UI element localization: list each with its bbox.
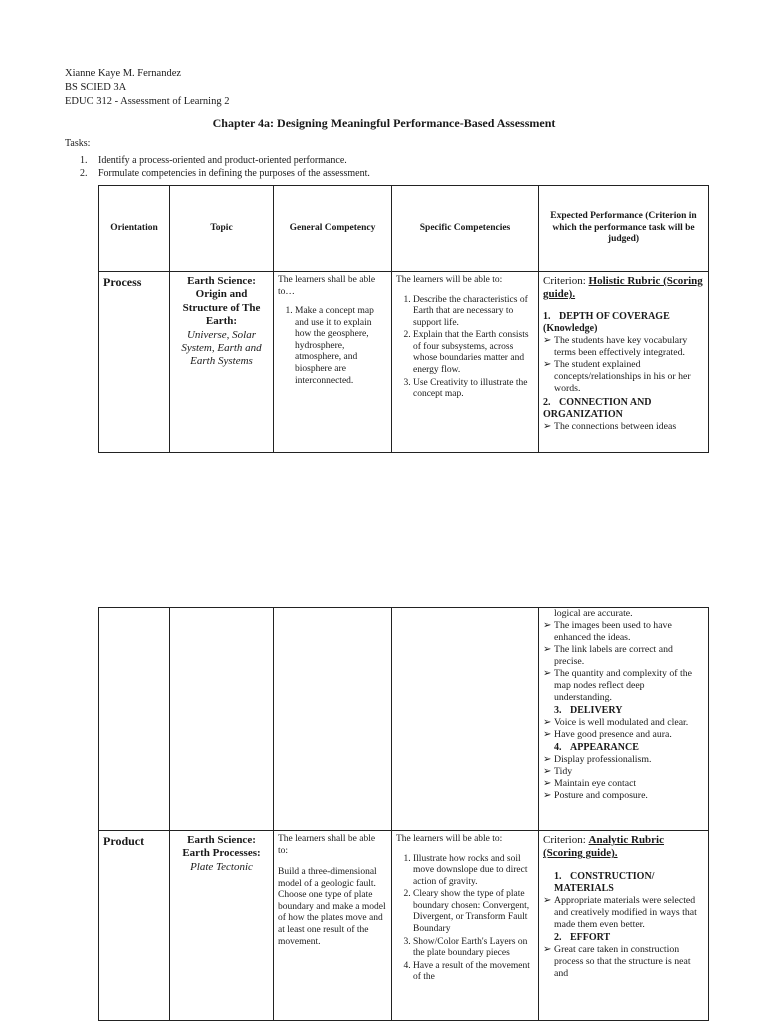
criterion-name: Holistic Rubric (Scoring guide). [543, 275, 703, 301]
page-title: Chapter 4a: Designing Meaningful Performance-Based Assessment [212, 116, 556, 130]
list-item: 1. Make a concept map and use it to explain how the geosphere, hydrosphere, atmosphere, and biosphere are interconnected. [295, 306, 387, 387]
specific-competencies-process [392, 272, 539, 453]
rubric-bullet: ➢ Posture and composure. [543, 789, 648, 801]
arrow-bullet-icon: ➢ [543, 335, 552, 347]
rubric-heading: 2. CONNECTION AND ORGANIZATION [543, 396, 652, 421]
rubric-heading: 1. DEPTH OF COVERAGE (Knowledge) [543, 310, 670, 334]
rubric-bullet: ➢ Voice is well modulated and clear. [543, 716, 689, 728]
subject-line: EDUC 312 - Assessment of Learning 2 [65, 96, 230, 107]
rubric-bullet: ➢ Maintain eye contact [543, 777, 637, 789]
assessment-table-part-1 [98, 185, 709, 453]
arrow-bullet-icon: ➢ [543, 895, 552, 907]
task-item: 1. Identify a process-oriented and product-oriented performance. [80, 155, 347, 166]
orientation-process: Process [99, 272, 170, 453]
arrow-bullet-icon: ➢ [543, 716, 552, 728]
arrow-bullet-icon: ➢ [543, 619, 552, 631]
general-text: Build a three-dimensional model of a geologic fault. Choose one type of plate boundary and make a model of how the plates move and at least one result of the movement. [278, 867, 386, 947]
assessment-table-part-2 [98, 607, 709, 1021]
rubric-bullet: ➢ The link labels are correct and precise. [543, 643, 673, 667]
specific-intro: The learners will be able to: [396, 834, 503, 844]
student-name: Xianne Kaye M. Fernandez [65, 68, 182, 79]
expected-performance-product [539, 831, 709, 1021]
rubric-bullet: ➢ The images been used to have enhanced the ideas. [543, 619, 672, 643]
arrow-bullet-icon: ➢ [543, 944, 552, 956]
orientation-product: Product [99, 831, 170, 1021]
rubric-heading: 2. EFFORT [554, 932, 611, 943]
tasks-list [80, 155, 370, 180]
specific-items [396, 854, 534, 984]
list-item: 3. Show/Color Earth's Layers on the plate boundary pieces [413, 937, 534, 960]
rubric-bullet: ➢ The student explained concepts/relationships in his or her words. [543, 359, 691, 394]
rubric-heading: 4. APPEARANCE [554, 741, 639, 753]
topic-process [170, 272, 274, 453]
rubric-bullet: ➢ The students have key vocabulary terms been effectively integrated. [543, 335, 688, 359]
general-competency-product [274, 831, 392, 1021]
list-item: 2. Cleary show the type of plate boundary chosen: Convergent, Divergent, or Transform Fault Boundary [413, 889, 534, 935]
criterion-name: Analytic Rubric (Scoring guide). [543, 834, 665, 860]
topic-product-title: Earth Science: Earth Processes: [182, 834, 261, 860]
process-row-continued [99, 608, 709, 831]
general-intro: The learners shall be able to: [278, 834, 376, 856]
tasks-label: Tasks: [65, 138, 91, 149]
rubric-bullet: ➢ Tidy [543, 765, 573, 777]
arrow-bullet-icon: ➢ [543, 789, 552, 801]
continued-line: logical are accurate. [554, 608, 633, 619]
student-course: BS SCIED 3A [65, 82, 127, 93]
col-header-topic: Topic [170, 186, 274, 272]
empty-cell [170, 608, 274, 831]
arrow-bullet-icon: ➢ [543, 753, 552, 765]
specific-intro: The learners will be able to: [396, 275, 503, 285]
rubric-bullet: ➢ The connections between ideas [543, 421, 677, 433]
list-item: 1. Describe the characteristics of Earth that are necessary to support life. [413, 295, 534, 330]
student-header [65, 67, 229, 109]
table-header-row [99, 186, 709, 272]
criterion-heading: Criterion: Holistic Rubric (Scoring guide). [543, 275, 703, 301]
process-row [99, 272, 709, 453]
list-item: 2. Explain that the Earth consists of four subsystems, across whose boundaries matter and energy flow. [413, 330, 534, 376]
product-row [99, 831, 709, 1021]
rubric-heading: 3. DELIVERY [554, 704, 623, 716]
arrow-bullet-icon: ➢ [543, 643, 552, 655]
topic-product-subtitle: Plate Tectonic [190, 860, 253, 873]
arrow-bullet-icon: ➢ [543, 777, 552, 789]
list-item: 3. Use Creativity to illustrate the concept map. [413, 378, 534, 401]
specific-items [396, 295, 534, 401]
expected-performance-continued [539, 608, 709, 831]
empty-cell [99, 608, 170, 831]
list-item: 4. Have a result of the movement of the [413, 961, 534, 984]
col-header-orientation: Orientation [99, 186, 170, 272]
rubric-bullet: ➢ Have good presence and aura. [543, 728, 672, 740]
empty-cell [274, 608, 392, 831]
list-item: 1. Illustrate how rocks and soil move downslope due to direct action of gravity. [413, 854, 534, 889]
expected-performance-process [539, 272, 709, 453]
topic-process-title: Earth Science: Origin and Structure of The Earth: [182, 275, 261, 328]
col-header-expected-performance: Expected Performance (Criterion in which the performance task will be judged) [539, 186, 709, 272]
rubric-bullet: ➢ Display professionalism. [543, 753, 652, 765]
rubric-heading: 1. CONSTRUCTION/ MATERIALS [554, 870, 655, 894]
empty-cell [392, 608, 539, 831]
general-intro: The learners shall be able to… [278, 275, 376, 297]
criterion-heading: Criterion: Analytic Rubric (Scoring guide). [543, 834, 665, 860]
general-competency-process [274, 272, 392, 453]
rubric-bullet: ➢ The quantity and complexity of the map nodes reflect deep understanding. [543, 667, 692, 703]
specific-competencies-product [392, 831, 539, 1021]
topic-product [170, 831, 274, 1021]
topic-process-subtitle: Universe, Solar System, Earth and Earth Systems [181, 328, 262, 368]
arrow-bullet-icon: ➢ [543, 765, 552, 777]
rubric-bullet: ➢ Great care taken in construction process so that the structure is neat and [543, 944, 691, 980]
col-header-general-competency: General Competency [274, 186, 392, 272]
rubric-bullet: ➢ Appropriate materials were selected and creatively modified in ways that made them even better. [543, 895, 697, 931]
col-header-specific-competencies: Specific Competencies [392, 186, 539, 272]
arrow-bullet-icon: ➢ [543, 421, 552, 433]
task-item: 2. Formulate competencies in defining the purposes of the assessment. [80, 167, 370, 179]
arrow-bullet-icon: ➢ [543, 667, 552, 679]
arrow-bullet-icon: ➢ [543, 728, 552, 740]
arrow-bullet-icon: ➢ [543, 359, 552, 371]
general-items [278, 306, 387, 387]
